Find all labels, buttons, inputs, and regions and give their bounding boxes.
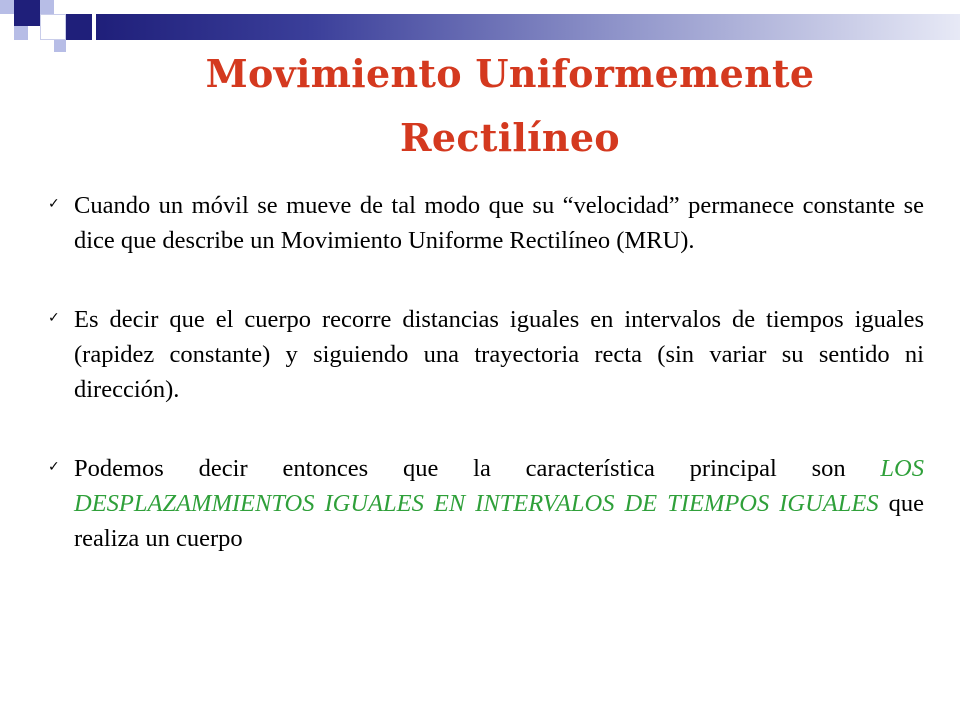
highlight-text: LOS DESPLAZAMMIENTOS IGUALES EN INTERVALOS DE TIEMPOS IGUALES xyxy=(74,455,924,517)
bullet-item xyxy=(48,451,924,556)
slide-title xyxy=(120,42,900,170)
bullet-text: Es decir que el cuerpo recorre distancias iguales en intervalos de tiempos iguales (rapidez constante) y siguiendo una trayectoria recta (sin variar su sentido ni dirección). xyxy=(74,306,924,403)
title-line-1: Movimiento Uniformemente xyxy=(205,51,815,96)
deco-square xyxy=(0,0,14,14)
bullet-text xyxy=(74,451,924,556)
deco-square xyxy=(40,0,54,14)
check-icon: ✓ xyxy=(48,459,60,475)
deco-square xyxy=(14,26,28,40)
bullet-item xyxy=(48,188,924,258)
bullet-item xyxy=(48,302,924,407)
deco-square xyxy=(40,14,66,40)
check-icon: ✓ xyxy=(48,310,60,326)
bullet-text-after: que realiza un cuerpo xyxy=(74,490,925,552)
check-icon: ✓ xyxy=(48,196,60,212)
bullet-text: Cuando un móvil se mueve de tal modo que su “velocidad” permanece constante se dice que describe un Movimiento Uniforme Rectilíneo (MRU). xyxy=(74,192,924,254)
deco-square xyxy=(66,14,92,40)
bullet-list xyxy=(48,188,924,600)
title-line-2: Rectilíneo xyxy=(400,115,620,160)
header-gradient-bar xyxy=(96,14,960,40)
bullet-text-before: Podemos decir entonces que la característica principal son xyxy=(74,455,881,482)
deco-square xyxy=(54,40,66,52)
deco-square xyxy=(14,0,40,26)
